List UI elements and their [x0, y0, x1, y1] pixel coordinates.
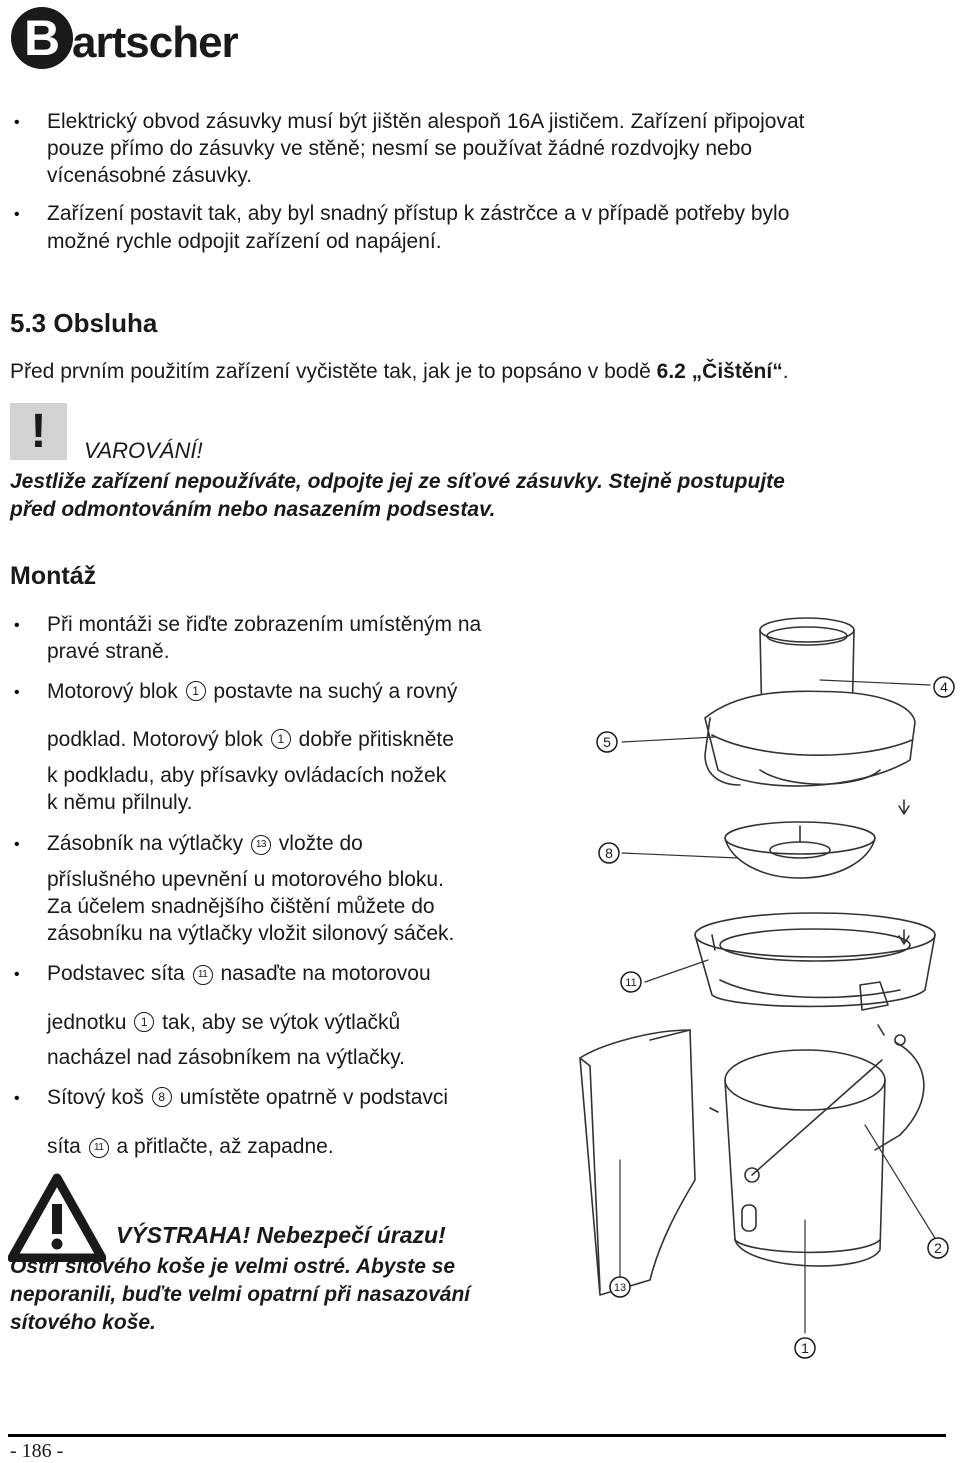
- assembly-bullet-3-line-1: Zásobník na výtlačky 13 vložte do: [47, 832, 363, 855]
- svg-text:artscher: artscher: [72, 18, 238, 67]
- pulp-container-part: [580, 1030, 695, 1295]
- assembly-heading: Montáž: [10, 562, 97, 590]
- filter-base-part: [695, 913, 935, 1010]
- section-intro: Před prvním použitím zařízení vyčistěte tak, jak je to popsáno v bodě 6.2 „Čištění“.: [10, 360, 789, 383]
- assembly-bullet-2-line-2: podklad. Motorový blok 1 dobře přitiskněte: [47, 728, 454, 751]
- page-number: - 186 -: [10, 1440, 64, 1462]
- section-heading: 5.3 Obsluha: [10, 308, 158, 338]
- warning-icon: !: [10, 403, 67, 460]
- assembly-bullet-5-line-1: Sítový koš 8 umístěte opatrně v podstavci: [47, 1086, 449, 1109]
- bullet-2-line-1: Zařízení postavit tak, aby byl snadný přístup k zástrčce a v případě potřeby bylo: [47, 202, 790, 225]
- bullet-dot: •: [14, 206, 20, 223]
- assembly-bullet-3-line-2: příslušného upevnění u motorového bloku.: [47, 868, 444, 891]
- bartscher-logo: [8, 2, 238, 74]
- assembly-bullet-1-line-1: Při montáži se řiďte zobrazením umístěným na: [47, 613, 482, 636]
- callout-2-label: 2: [934, 1240, 942, 1256]
- filter-basket-part: [725, 822, 875, 878]
- bullet-2-line-2: možné rychle odpojit zařízení od napájení.: [47, 230, 442, 253]
- bullet-dot: •: [14, 966, 20, 983]
- assembly-bullet-3-line-4: zásobníku na výtlačky vložit silonový sáček.: [47, 922, 455, 945]
- danger-text: Ostří sítového koše je velmi ostré. Abyste se neporanili, buďte velmi opatrní při nasazování sítového koše.: [10, 1255, 471, 1334]
- callout-5-label: 5: [603, 734, 611, 750]
- callout-4-label: 4: [940, 679, 948, 695]
- bullet-1-line-1: Elektrický obvod zásuvky musí být jištěn alespoň 16A jističem. Zařízení připojovat: [47, 110, 805, 133]
- bullet-1-line-2: pouze přímo do zásuvky ve stěně; nesmí se používat žádné rozdvojky nebo: [47, 137, 753, 160]
- assembly-bullet-3-line-3: Za účelem snadnějšího čištění můžete do: [47, 895, 435, 918]
- juicer-assembly-diagram: [570, 600, 960, 1370]
- assembly-bullet-4-line-3: nacházel nad zásobníkem na výtlačky.: [47, 1046, 405, 1069]
- bullet-dot: •: [14, 617, 20, 634]
- callout-1-label: 1: [801, 1340, 809, 1356]
- callout-8-label: 8: [605, 845, 613, 861]
- assembly-bullet-4-line-1: Podstavec síta 11 nasaďte na motorovou: [47, 962, 431, 985]
- footer-rule: [8, 1434, 946, 1437]
- callout-11-label: 11: [625, 977, 637, 989]
- assembly-bullet-2-line-3: k podkladu, aby přísavky ovládacích nožek: [47, 764, 447, 787]
- bullet-dot: •: [14, 1090, 20, 1107]
- assembly-bullet-2-line-4: k němu přilnuly.: [47, 791, 193, 814]
- bullet-dot: •: [14, 114, 20, 131]
- callout-13-label: 13: [613, 1282, 627, 1294]
- bullet-dot: •: [14, 684, 20, 701]
- warning-text: Jestliže zařízení nepoužíváte, odpojte jej ze síťové zásuvky. Stejně postupujte před odmontováním nebo nasazením podsestav.: [10, 470, 785, 521]
- assembly-bullet-1-line-2: pravé straně.: [47, 640, 170, 663]
- warning-title: VAROVÁNÍ!: [84, 438, 203, 463]
- svg-text:B: B: [23, 10, 61, 66]
- lid-part: [705, 618, 915, 786]
- assembly-bullet-5-line-2: síta 11 a přitlačte, až zapadne.: [47, 1135, 334, 1158]
- assembly-bullet-2-line-1: Motorový blok 1 postavte na suchý a rovný: [47, 680, 458, 703]
- bullet-dot: •: [14, 836, 20, 853]
- danger-triangle-icon: [8, 1172, 106, 1262]
- bullet-1-line-3: vícenásobné zásuvky.: [47, 164, 253, 187]
- motor-block-part: [725, 1035, 924, 1266]
- assembly-bullet-4-line-2: jednotku 1 tak, aby se výtok výtlačků: [47, 1011, 401, 1034]
- danger-title: VÝSTRAHA! Nebezpečí úrazu!: [116, 1222, 446, 1248]
